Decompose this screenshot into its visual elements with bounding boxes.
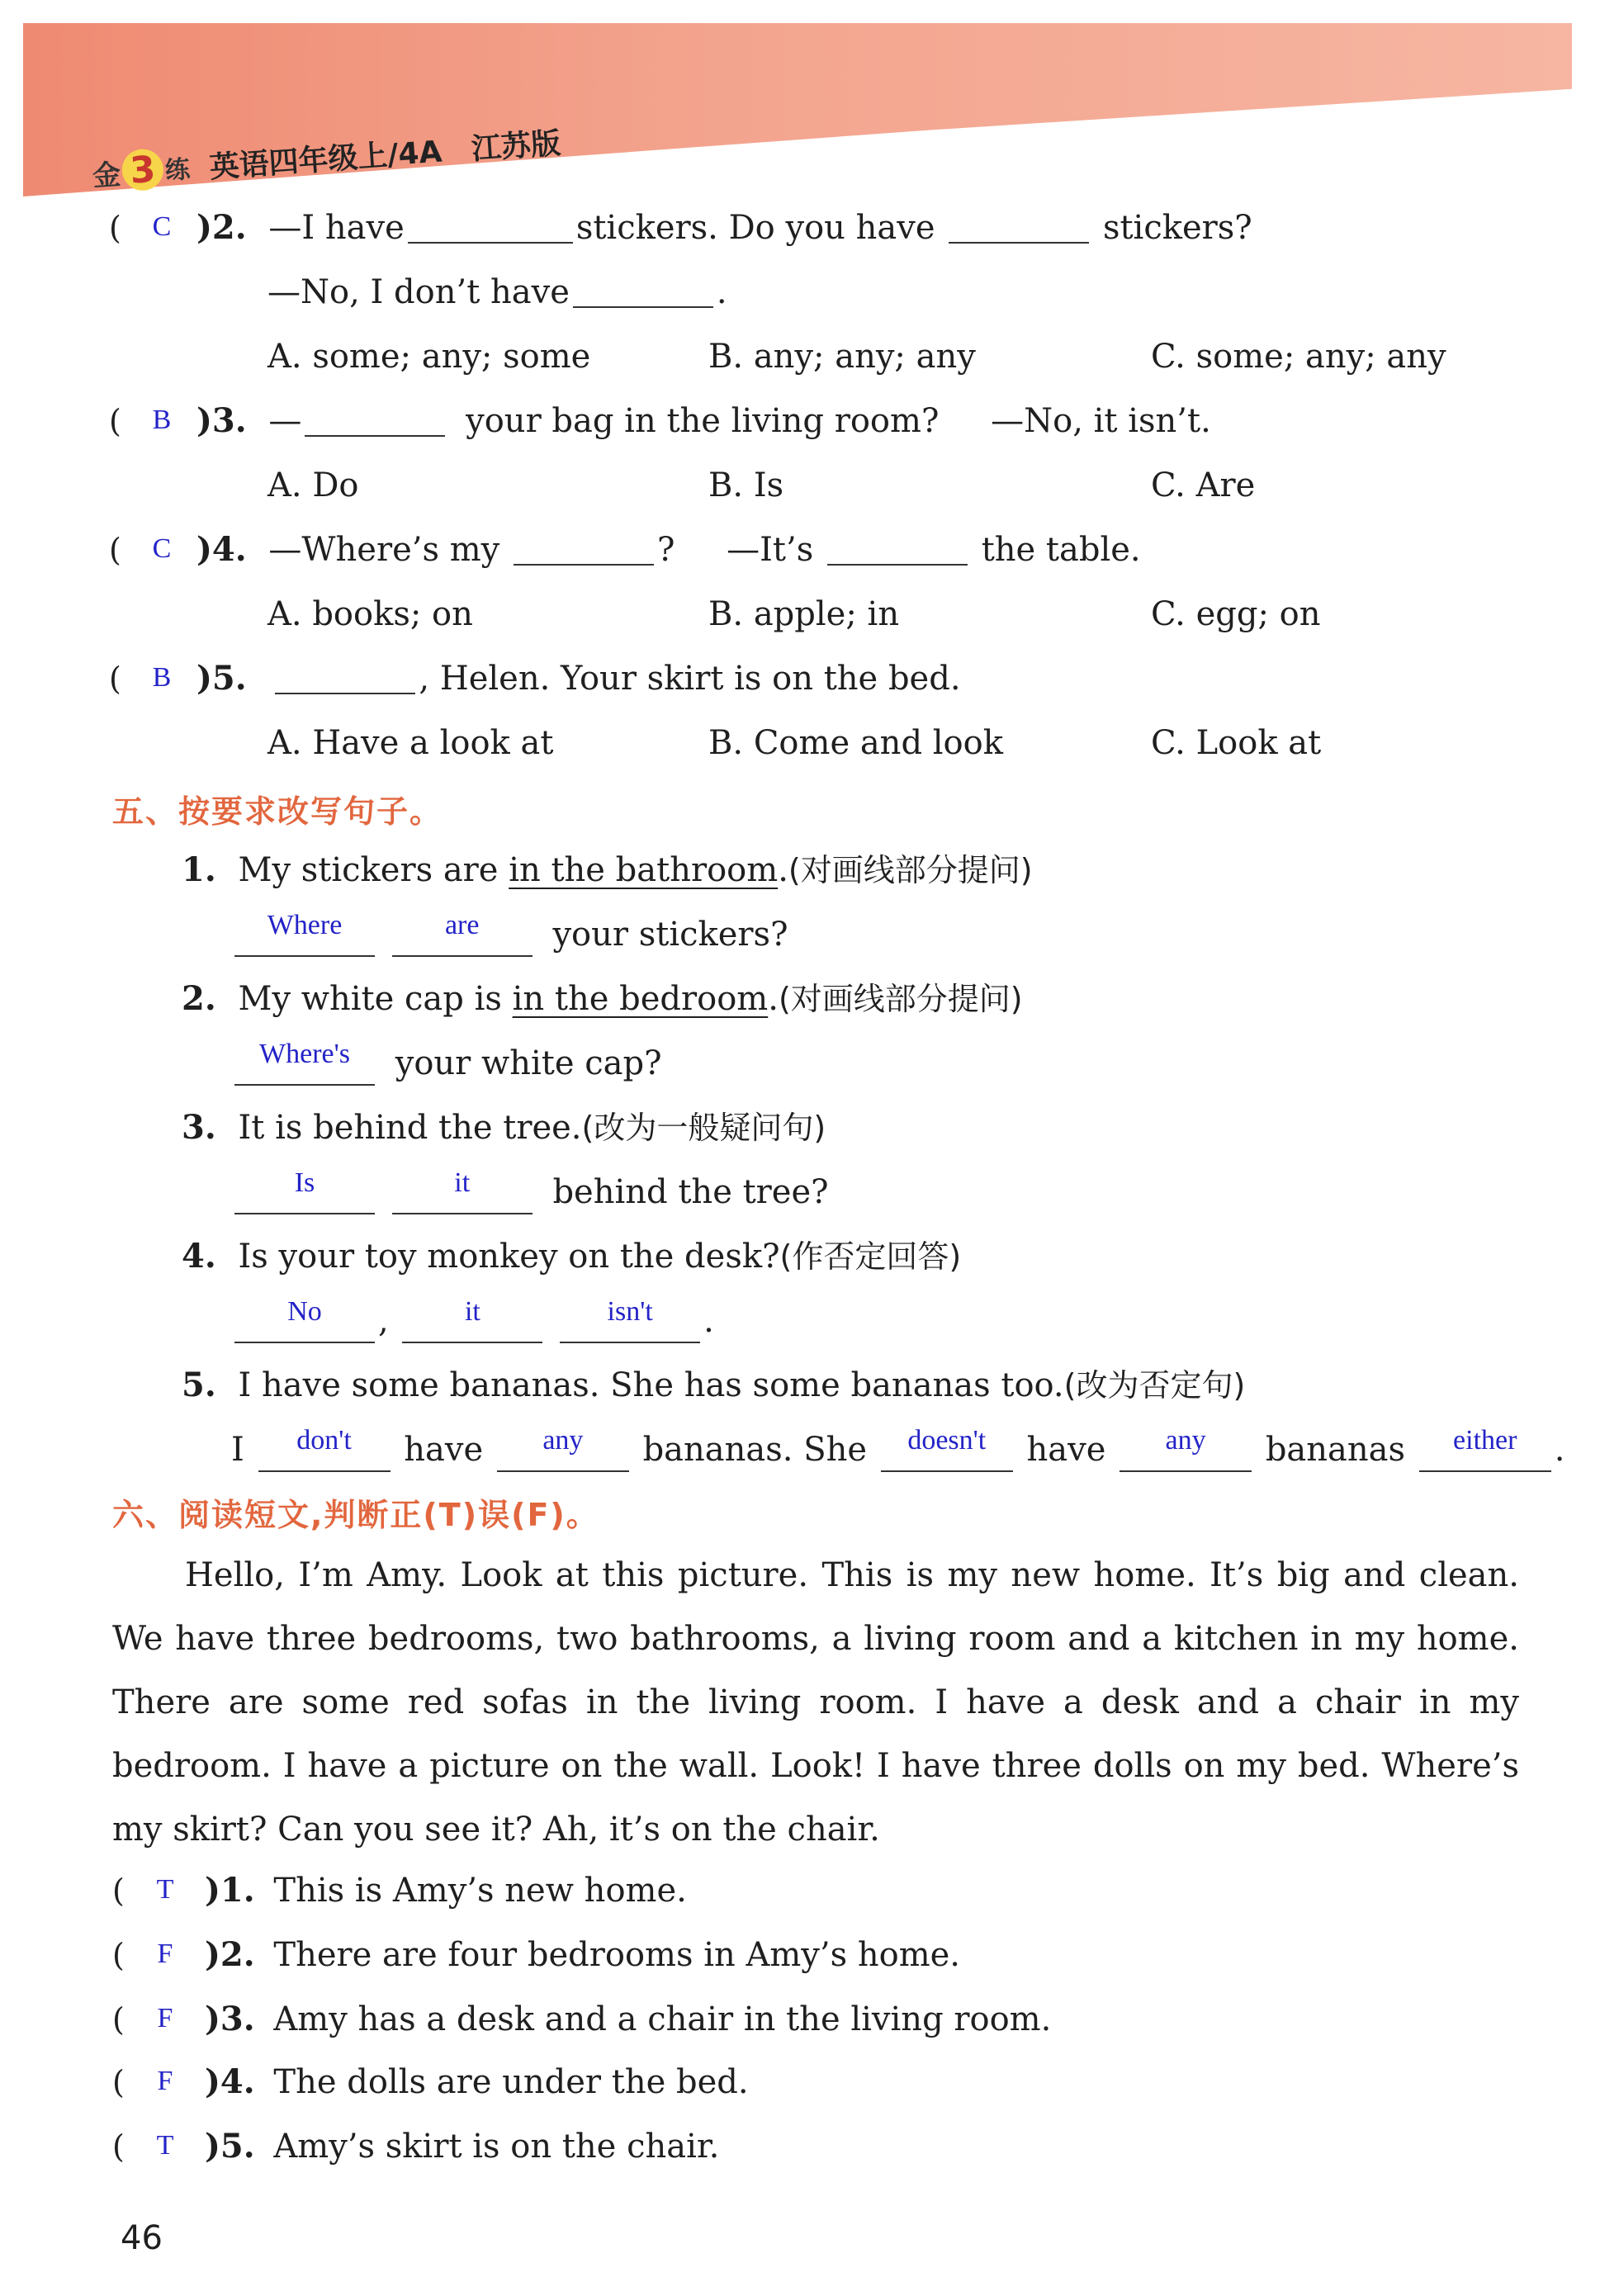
answer-bracket-open: ( — [109, 403, 121, 439]
reading-passage: Hello, I’m Amy. Look at this picture. This is my new home. It’s big and clean. We have three bedrooms, two bathrooms, a living room and a kitchen in my home. There are some red sofas in the living room. I have a desk and a chair in my bedroom. I have a picture on the wall. Look! I have three dolls on my bed. Where’s my skirt? Can you see it? Ah, it’s on the chair. — [112, 1556, 1519, 1849]
answer-blank: any — [1120, 1432, 1252, 1472]
question-line: —No, I don’t have . — [267, 273, 727, 311]
tf-item: )5. Amy’s skirt is on the chair. — [205, 2127, 720, 2166]
answer-bracket-open: ( — [109, 532, 121, 568]
answer-blank: it — [402, 1303, 542, 1343]
answer-bracket-open: ( — [112, 2001, 125, 2038]
option-b: B. Come and look — [708, 724, 1003, 762]
option-b: B. apple; in — [708, 595, 900, 633]
mc-answer: B — [152, 662, 172, 693]
rewrite-question: 2. My white cap is in the bedroom.(对画线部分提问) — [182, 979, 1023, 1018]
option-a: A. Do — [267, 466, 359, 504]
answer-blank: No — [234, 1303, 375, 1343]
answer-bracket-open: ( — [109, 660, 121, 697]
mc-answer: C — [152, 211, 172, 242]
option-b: B. Is — [708, 466, 784, 504]
question-line: )2. —I have stickers. Do you have stickers? — [196, 208, 1252, 247]
answer-blank: doesn't — [881, 1432, 1013, 1472]
rewrite-question: 4. Is your toy monkey on the desk?(作否定回答) — [182, 1237, 962, 1276]
answer-blank: Where — [234, 916, 375, 957]
option-a: A. some; any; some — [267, 338, 591, 376]
page-number: 46 — [121, 2219, 163, 2257]
answer-blank: Where's — [234, 1045, 375, 1086]
answer-bracket-open: ( — [109, 210, 121, 246]
mc-answer: B — [152, 405, 172, 435]
section-heading: 五、按要求改写句子。 — [112, 793, 443, 830]
tf-item: )3. Amy has a desk and a chair in the living room. — [205, 2000, 1052, 2038]
blank — [275, 660, 415, 694]
tf-answer: T — [156, 1874, 174, 1905]
answer-bracket-open: ( — [112, 1937, 125, 1973]
answer-blank: isn't — [560, 1303, 700, 1343]
brand-number: 3 — [121, 148, 164, 192]
answer-blank: it — [392, 1174, 533, 1214]
blank — [949, 209, 1089, 244]
tf-answer: F — [157, 2003, 173, 2033]
section-heading: 六、阅读短文,判断正(T)误(F)。 — [112, 1497, 599, 1533]
tf-item: )4. The dolls are under the bed. — [205, 2062, 749, 2101]
answer-blank: are — [392, 916, 533, 957]
option-a: A. Have a look at — [267, 724, 554, 762]
blank — [305, 402, 445, 437]
option-c: C. Look at — [1151, 724, 1322, 762]
option-c: C. Are — [1151, 466, 1256, 504]
blank — [573, 273, 713, 308]
blank — [514, 531, 654, 566]
option-c: C. some; any; any — [1151, 338, 1446, 376]
rewrite-question: 3. It is behind the tree.(改为一般疑问句) — [182, 1108, 826, 1147]
question-line: )5. , Helen. Your skirt is on the bed. — [196, 659, 961, 698]
answer-bracket-open: ( — [112, 2128, 125, 2165]
option-c: C. egg; on — [1151, 595, 1321, 633]
tf-item: )2. There are four bedrooms in Amy’s home. — [205, 1935, 961, 1974]
book-title: 英语四年级上/4A — [208, 134, 443, 185]
answer-line: $^{Is}$ $^{it}$ behind the tree? — [231, 1169, 829, 1215]
option-b: B. any; any; any — [708, 338, 976, 376]
answer-line: $^{No}$ , $^{it}$ $^{isn't}$ . — [231, 1298, 714, 1344]
answer-line: I $^{don't}$ have $^{any}$ bananas. She $^{doesn't}$ have $^{any}$ bananas $^{either}$ . — [231, 1427, 1564, 1473]
tf-answer: T — [156, 2130, 174, 2161]
tf-answer: F — [157, 2066, 173, 2096]
tf-answer: F — [157, 1939, 173, 1969]
answer-bracket-open: ( — [112, 2064, 125, 2100]
answer-bracket-open: ( — [112, 1872, 125, 1909]
rewrite-question: 5. I have some bananas. She has some bananas too.(改为否定句) — [182, 1366, 1246, 1404]
tf-item: )1. This is Amy’s new home. — [205, 1871, 687, 1910]
option-a: A. books; on — [267, 595, 473, 633]
answer-line: $^{Where's}$ your white cap? — [231, 1040, 662, 1086]
question-line: )3. — your bag in the living room? —No, it isn’t. — [196, 401, 1211, 440]
rewrite-question: 1. My stickers are in the bathroom.(对画线部分提问) — [182, 850, 1033, 889]
answer-blank: Is — [234, 1174, 375, 1214]
answer-blank: don't — [258, 1432, 391, 1472]
blank — [408, 209, 573, 244]
blank — [827, 531, 968, 566]
answer-line: $^{Where}$ $^{are}$ your stickers? — [231, 911, 788, 958]
answer-blank: any — [497, 1432, 629, 1472]
brand-jin: 金 — [91, 158, 122, 193]
question-line: )4. —Where’s my ? —It’s the table. — [196, 530, 1141, 569]
mc-answer: C — [152, 533, 172, 564]
book-edition: 江苏版 — [470, 125, 562, 167]
brand-lian: 练 — [163, 154, 192, 186]
answer-blank: either — [1419, 1432, 1551, 1472]
